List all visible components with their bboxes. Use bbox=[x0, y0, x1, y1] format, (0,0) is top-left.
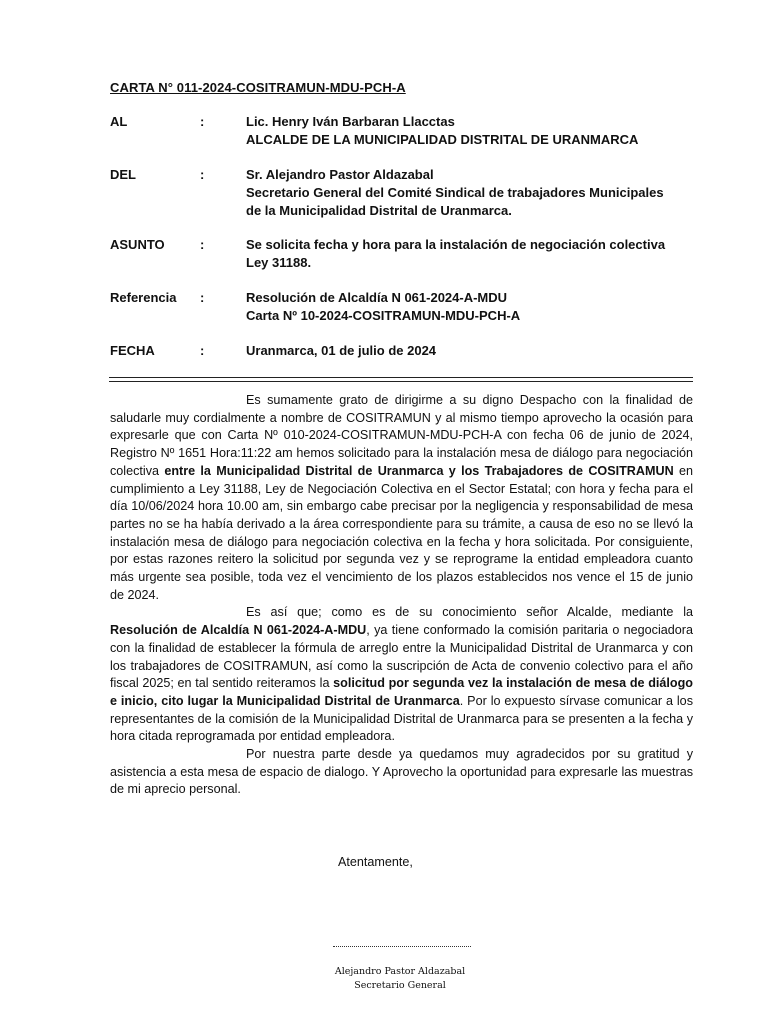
header-label-del: DEL bbox=[110, 167, 136, 182]
header-label-asunto: ASUNTO bbox=[110, 237, 165, 252]
reference-line-2: Carta Nº 10-2024-COSITRAMUN-MDU-PCH-A bbox=[246, 308, 521, 323]
sender-name: Sr. Alejandro Pastor Aldazabal bbox=[246, 167, 434, 182]
signature-role: Secretario General bbox=[354, 980, 446, 991]
sender-title-line-2: de la Municipalidad Distrital de Uranmarca. bbox=[246, 203, 512, 218]
subject-line-1: Se solicita fecha y hora para la instalación de negociación colectiva bbox=[246, 237, 666, 252]
reference-line-1: Resolución de Alcaldía N 061-2024-A-MDU bbox=[246, 290, 508, 305]
body-text: en cumplimiento a Ley 31188, Ley de Negociación Colectiva en el Sector Estatal; con hora y fecha para el día 10/06/2024 hora 10.00 am, sin embargo cabe precisar por la negligencia y responsabilidad de mesa partes no se ha había derivado a la área correspondiente para su trámite, a causa de eso no se llevó la instalación mesa de diálogo para negociación colectiva en la fecha y hora solicitada. Por consiguiente, por estas razones reitero la solicitud por segunda vez y se reprograme la entidad empleadora cuanto más urgente sea posible, toda vez el vencimiento de los plazos establecidos nos vence el 15 de junio de 2024. bbox=[110, 463, 693, 602]
header-colon: : bbox=[200, 237, 205, 252]
divider-top bbox=[109, 377, 693, 378]
header-value-del bbox=[246, 166, 686, 220]
sender-title-line-1: Secretario General del Comité Sindical de trabajadores Municipales bbox=[246, 185, 664, 200]
recipient-title: ALCALDE DE LA MUNICIPALIDAD DISTRITAL DE URANMARCA bbox=[246, 132, 639, 147]
body-text: . Por lo expuesto sírvase comunicar a los representantes de la comisión de la Municipalidad Distrital de Uranmarca para se presenten a la fecha y hora citada reprogramada por entidad empleadora. bbox=[110, 693, 693, 744]
header-colon: : bbox=[200, 114, 205, 129]
header-value-fecha bbox=[246, 342, 686, 360]
body-text: , ya tiene conformado la comisión paritaria o negociadora con la finalidad de establecer la fórmula de arreglo entre la Municipalidad Distrital de Uranmarca y con los trabajadores de COSITRAMUN, así como la suscripción de Acta de convenio colectivo para el año fiscal 2025; en tal sentido reiteramos la bbox=[110, 623, 693, 691]
divider-bottom bbox=[109, 381, 693, 382]
body-paragraph-1 bbox=[110, 392, 693, 604]
body-text: Es sumamente grato de dirigirme a su digno Despacho con la finalidad de saludarle muy cordialmente a nombre de COSITRAMUN y al mismo tiempo aprovecho la ocasión para expresarle que con Carta Nº 010-2024-COSITRAMUN-MDU-PCH-A con fecha 06 de junio de 2024, Registro Nº 1651 Hora:11:22 am hemos solicitado para la instalación mesa de diálogo para negociación colectiva bbox=[110, 393, 693, 478]
letter-body bbox=[110, 392, 693, 799]
header-value-al bbox=[246, 113, 686, 149]
subject-line-2: Ley 31188. bbox=[246, 255, 312, 270]
body-paragraph-3: Por nuestra parte desde ya quedamos muy agradecidos por su gratitud y asistencia a esta mesa de espacio de dialogo. Y Aprovecho la oportunidad para expresarle las muestras de mi aprecio personal. bbox=[110, 747, 693, 797]
header-colon: : bbox=[200, 290, 205, 305]
header-colon: : bbox=[200, 343, 205, 358]
header-colon: : bbox=[200, 167, 205, 182]
signature-line bbox=[333, 946, 471, 947]
header-label-al: AL bbox=[110, 114, 128, 129]
body-bold-text: solicitud por segunda vez la instalación de mesa de diálogo e inicio, cito lugar la Municipalidad Distrital de Uranmarca bbox=[110, 676, 693, 708]
closing-salutation: Atentamente, bbox=[338, 855, 413, 869]
letter-title: CARTA N° 011-2024-COSITRAMUN-MDU-PCH-A bbox=[110, 80, 406, 95]
header-value-referencia bbox=[246, 289, 686, 325]
date-line: Uranmarca, 01 de julio de 2024 bbox=[246, 343, 437, 358]
header-label-fecha: FECHA bbox=[110, 343, 155, 358]
header-label-referencia: Referencia bbox=[110, 290, 177, 305]
body-bold-text: Resolución de Alcaldía N 061-2024-A-MDU bbox=[110, 623, 367, 638]
body-paragraph-2 bbox=[110, 604, 693, 746]
recipient-name: Lic. Henry Iván Barbaran Llacctas bbox=[246, 114, 455, 129]
signature-name: Alejandro Pastor Aldazabal bbox=[334, 966, 466, 977]
header-value-asunto bbox=[246, 236, 686, 272]
body-text: Es así que; como es de su conocimiento señor Alcalde, mediante la bbox=[246, 605, 693, 620]
body-bold-text: entre la Municipalidad Distrital de Uranmarca y los Trabajadores de COSITRAMUN bbox=[164, 463, 674, 478]
